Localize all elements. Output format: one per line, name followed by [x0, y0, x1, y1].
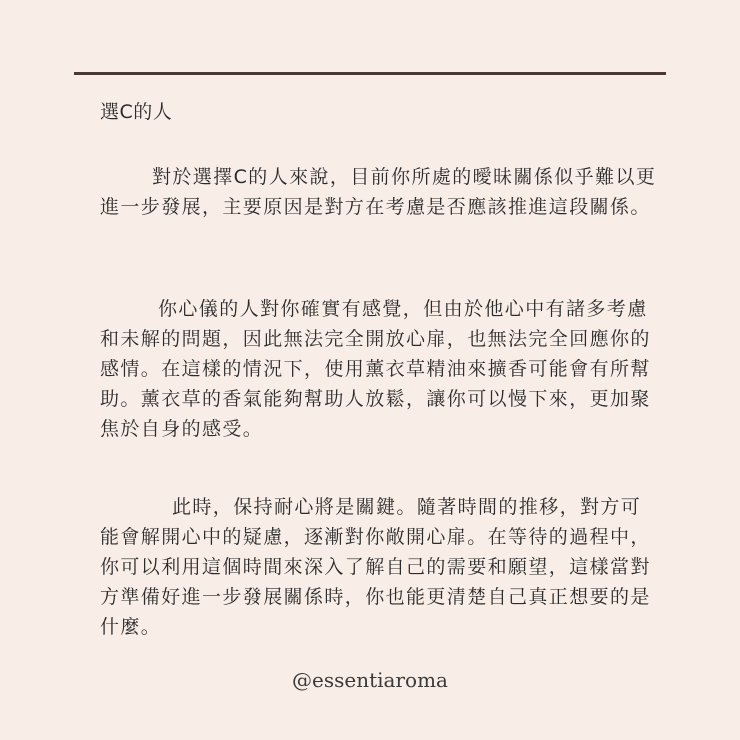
paragraph-3-text: 此時，保持耐心將是關鍵。隨著時間的推移，對方可能會解開心中的疑慮，逐漸對你敞開心扉。在等待的過程中，你可以利用這個時間來深入了解自己的需要和願望，這樣當對方準備好進一步發展關係時，你也能更清楚自己真正想要的是什麼。 — [100, 496, 651, 638]
page-title: 選C的人 — [100, 101, 173, 123]
paragraph-1-text: 對於選擇C的人來說，目前你所處的曖昧關係似乎難以更進一步發展，主要原因是對方在考慮是否應該推進這段關係。 — [100, 166, 657, 218]
account-handle: @essentiaroma — [292, 668, 448, 692]
paragraph-2-text: 你心儀的人對你確實有感覺，但由於他心中有諸多考慮和未解的問題，因此無法完全開放心扉，也無法完全回應你的感情。在這樣的情況下，使用薰衣草精油來擴香可能會有所幫助。薰衣草的香氣能夠幫助人放鬆，讓你可以慢下來，更加聚焦於自身的感受。 — [100, 298, 651, 440]
top-divider — [74, 72, 666, 75]
paragraph-2 — [100, 294, 660, 444]
paragraph-1 — [100, 162, 660, 222]
paragraph-3 — [100, 492, 660, 642]
